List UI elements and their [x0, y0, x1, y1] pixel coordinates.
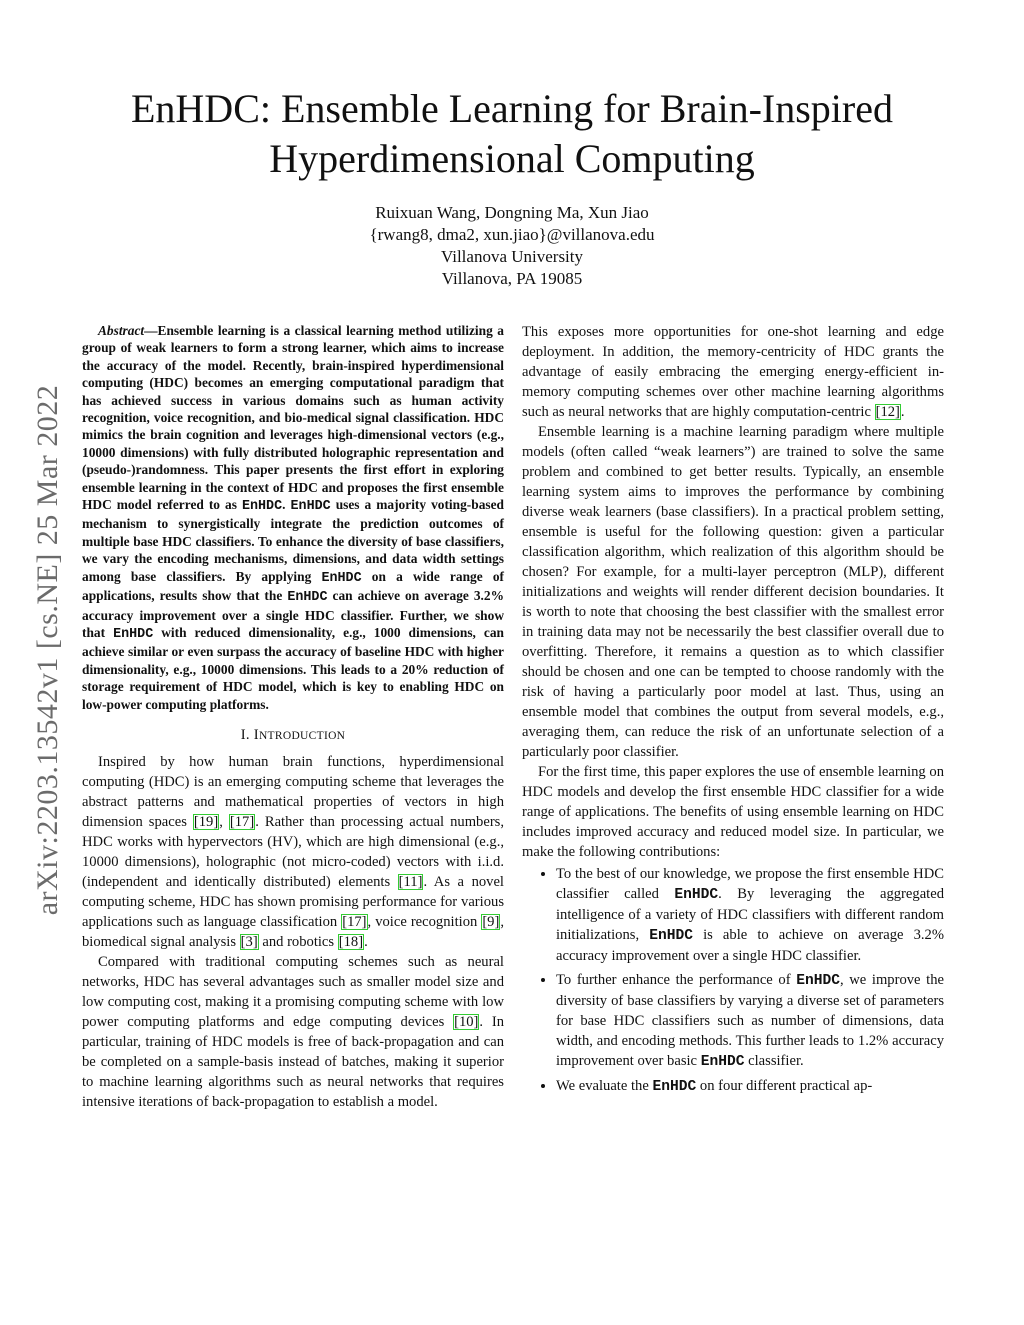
right-paragraph-1 — [522, 322, 944, 422]
body-text: . — [900, 404, 905, 420]
body-text: This exposes more opportunities for one-shot learning and edge deployment. In addition, the memory-centricity of HDC grants the advantage of easily embracing the emerging energy-efficient in-memory computing schemes over other machine learning algorithms such as neural networks that are highly computation-centric — [522, 324, 944, 420]
citation-link[interactable]: [18] — [338, 933, 364, 950]
body-text: . — [364, 933, 368, 950]
abstract-dash: — — [144, 323, 158, 338]
intro-paragraph-1 — [82, 752, 504, 952]
citation-link[interactable]: [11] — [398, 873, 423, 890]
model-name: EnHDC — [290, 499, 331, 515]
body-text: classifier. — [744, 1053, 804, 1069]
model-name: EnHDC — [321, 570, 362, 586]
body-text: . As a novel computing scheme, HDC has shown promising performance for various applications such as language classification — [82, 873, 504, 930]
body-text: Inspired by how human brain functions, hyperdimensional computing (HDC) is an emerging computing scheme that leverages the abstract patterns and mathematical properties of vectors in high dimension spaces — [82, 753, 504, 830]
model-name: EnHDC — [796, 973, 840, 989]
section-title-initial: I — [253, 726, 259, 743]
model-name: EnHDC — [674, 887, 719, 903]
model-name: EnHDC — [113, 626, 154, 642]
right-column — [522, 322, 944, 1101]
paper-title — [0, 84, 1024, 184]
body-text: . Rather than processing actual numbers, HDC works with hypervectors (HV), which are high dimensional (e.g., 10000 dimensions), holographic (not micro-coded) vectors with i.i.d. (independent and identically distributed) elements — [82, 813, 505, 890]
abstract-text: on a wide range of applications, results show that the — [82, 568, 504, 604]
model-name: EnHDC — [652, 1079, 697, 1095]
abstract-text: Ensemble learning is a classical learning method utilizing a group of weak learners to form a strong learner, which aims to increase the accuracy of the model. Recently, brain-inspired hyperdimensional computing (HDC) becomes an emerging computational paradigm that has achieved success in various domains such as human activity recognition, voice recognition, and bio-medical signal classification. HDC mimics the brain cognition and leverages high-dimensional vectors (e.g., 10000 dimensions) with fully distributed holographic representation and (pseudo-)randomness. This paper presents the first effort in exploring ensemble learning in the context of HDC and proposes the first ensemble HDC model referred to as — [82, 323, 504, 513]
intro-paragraph-2 — [82, 952, 504, 1112]
section-title-rest: NTRODUCTION — [258, 729, 346, 742]
abstract-text: . — [282, 497, 291, 513]
body-text: We evaluate the — [556, 1078, 653, 1094]
model-name: EnHDC — [649, 928, 693, 944]
citation-link[interactable]: [10] — [454, 1013, 479, 1030]
right-paragraph-3: For the first time, this paper explores the use of ensemble learning on HDC models and develop the first ensemble HDC classifier for a wide range of applications. The benefits of using ensemble learning on HDC includes improved accuracy and reduced model size. In particular, we make the following contributions: — [522, 764, 944, 860]
right-paragraph-2: Ensemble learning is a machine learning paradigm where multiple models (often called “weak learners”) are trained to solve the same problem and combined to get better results. Typically, an ensemble learning system aims to improves the performance by combining diverse weak learners (base classifiers). In a practical problem setting, ensemble is useful for the following question: given a particular classification algorithm, which realization of this algorithm should be chosen? For example, for a multi-layer perceptron (MLP), different initializations and weights will render different decision boundaries. It is worth to note that choosing the best classifier with the smallest error in training data may not be necessarily the best classifier overall due to overfitting. Therefore, it remains a question as to which classifier should be chosen and one can be tempted to choose randomly with the risk of having a particularly poor model at last. Thus, using an ensemble model that combines the output from several models, e.g., averaging them, can reduce the risk of an unfortunate selection of a particularly poor classifier. — [522, 424, 944, 760]
author-address: Villanova, PA 19085 — [441, 269, 583, 288]
arxiv-identifier-text: arXiv:2203.13542v1 [cs.NE] 25 Mar 2022 — [31, 384, 64, 916]
citation-link[interactable]: [17] — [342, 913, 367, 930]
body-text: is able to achieve on average 3.2% accuracy improvement over a single HDC classifier. — [556, 927, 944, 964]
arxiv-identifier-sidebar — [28, 340, 68, 960]
contribution-item — [556, 864, 944, 966]
paper-title-line-2: Hyperdimensional Computing — [269, 136, 755, 181]
body-text: on four different practical ap- — [696, 1078, 873, 1094]
contributions-list — [522, 864, 944, 1097]
model-name: EnHDC — [241, 499, 283, 515]
citation-link[interactable]: [19] — [193, 813, 219, 830]
body-text: , — [219, 813, 229, 830]
abstract-lead: Abstract — [98, 323, 145, 338]
section-numeral: I. — [240, 726, 254, 743]
left-column — [82, 322, 504, 1112]
body-text: Compared with traditional computing schemes such as neural networks, HDC has several advantages such as smaller model size and low computing cost, making it a promising computing scheme with low power computing platforms and edge computing devices — [82, 953, 504, 1030]
author-names: Ruixuan Wang, Dongning Ma, Xun Jiao — [375, 203, 649, 222]
author-emails: {rwang8, dma2, xun.jiao}@villanova.edu — [369, 225, 655, 244]
author-block — [0, 202, 1024, 290]
contribution-item — [556, 970, 944, 1072]
paper-title-line-1: EnHDC: Ensemble Learning for Brain-Inspired — [130, 86, 893, 131]
model-name: EnHDC — [287, 590, 328, 606]
contribution-item — [556, 1076, 944, 1097]
body-text: and robotics — [258, 933, 338, 950]
body-text: , voice recognition — [367, 913, 482, 930]
model-name: EnHDC — [700, 1054, 745, 1070]
citation-link[interactable]: [17] — [229, 813, 255, 830]
body-text: . By leveraging the aggregated intelligence of a variety of HDC classifiers with different random initializations, — [556, 886, 944, 943]
section-heading-introduction — [82, 725, 504, 746]
citation-link[interactable]: [12] — [875, 404, 900, 420]
abstract — [82, 322, 504, 713]
body-text: . In particular, training of HDC models is free of back-propagation and can be completed on a sample-basis instead of batches, making it superior to machine learning algorithms such as neural networks that requires intensive iterations of back-propagation to establish a model. — [82, 1013, 504, 1110]
body-text: To further enhance the performance of — [556, 972, 797, 988]
abstract-text: uses a majority voting-based mechanism to synergistically integrate the prediction outcomes of multiple base HDC classifiers. To enhance the diversity of base classifiers, we vary the encoding mechanisms, dimensions, and data width settings among base classifiers. By applying — [82, 497, 504, 584]
citation-link[interactable]: [9] — [482, 913, 500, 930]
body-text: , we improve the diversity of base classifiers by varying a diverse set of parameters for base HDC classifiers such as number of dimensions, data width, and encoding methods. This further leads to 1.2% accuracy improvement over basic — [556, 972, 944, 1069]
abstract-text: with reduced dimensionality, e.g., 1000 dimensions, can achieve similar or even surpass the accuracy of baseline HDC with higher dimensionality, e.g., 10000 dimensions. This leads to a 20% reduction of storage requirement of HDC model, which is key to enabling HDC on low-power computing platforms. — [82, 624, 504, 712]
body-text: To the best of our knowledge, we propose the first ensemble HDC classifier called — [556, 866, 944, 902]
citation-link[interactable]: [3] — [240, 933, 258, 950]
author-affiliation: Villanova University — [440, 247, 584, 266]
body-text: , biomedical signal analysis — [82, 913, 504, 950]
abstract-text: can achieve on average 3.2% accuracy improvement over a single HDC classifier. Further, we show that — [82, 588, 504, 640]
